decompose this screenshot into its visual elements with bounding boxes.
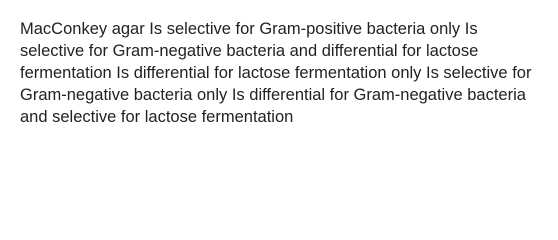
question-text: MacConkey agar Is selective for Gram-positive bacteria only Is selective for Gram-negative bacteria and differential for lactose fermentation Is differential for lactose fermentation only Is selective for Gram-negative bacteria only Is differential for Gram-negative bacteria and selective for lactose fermentation <box>20 20 532 126</box>
